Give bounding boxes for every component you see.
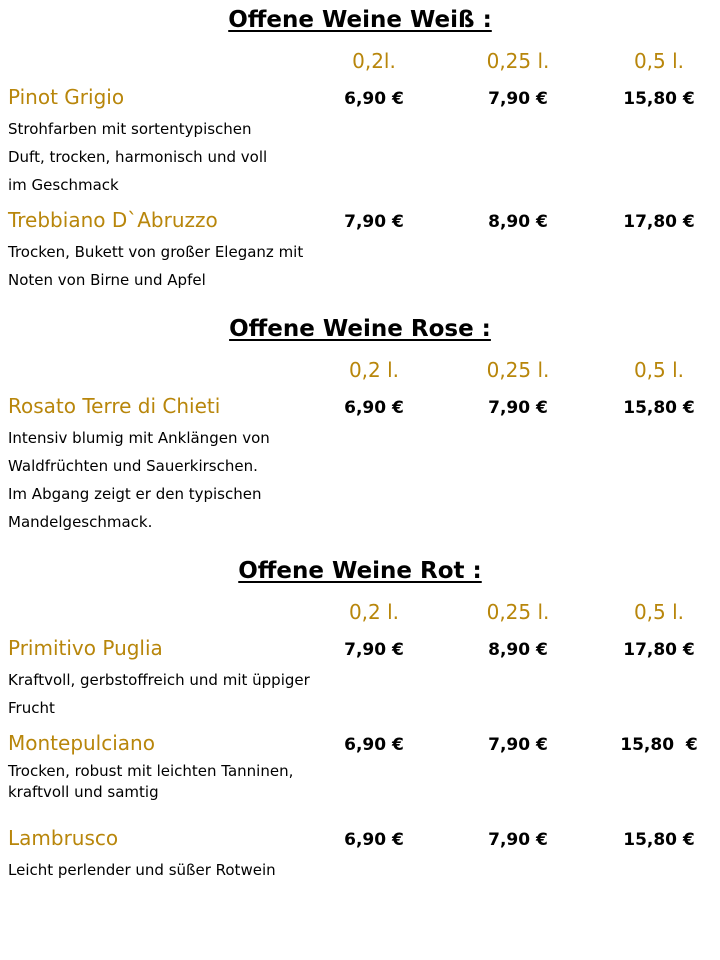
description-line: Intensiv blumig mit Anklängen von [8, 429, 270, 447]
size-header-02l: 0,2 l. [348, 600, 400, 624]
size-header-row [0, 599, 720, 626]
description-line: Duft, trocken, harmonisch und voll [8, 148, 268, 166]
wine-price-02l: 7,90 € [344, 212, 404, 232]
description-line: Im Abgang zeigt er den typischen [8, 485, 262, 503]
wine-price-05l: 17,80 € [623, 640, 695, 660]
description-line: Strohfarben mit sortentypischen [8, 120, 252, 138]
wine-description [0, 856, 720, 884]
size-header-05l: 0,5 l. [633, 49, 685, 73]
description-line: Frucht [8, 699, 55, 717]
wine-name: Pinot Grigio [8, 85, 125, 109]
section-rosewein [0, 314, 720, 536]
section-title [0, 556, 720, 586]
wine-price-025l: 7,90 € [488, 89, 548, 109]
wine-price-025l: 7,90 € [488, 735, 548, 755]
wine-row-lambrusco [0, 825, 720, 852]
wine-row-montepulciano [0, 730, 720, 757]
size-header-row [0, 357, 720, 384]
wine-price-02l: 6,90 € [344, 398, 404, 418]
wine-row-rosato [0, 393, 720, 420]
size-header-05l: 0,5 l. [633, 600, 685, 624]
wine-price-02l: 6,90 € [344, 830, 404, 850]
wine-price-05l: 15,80 € [623, 830, 695, 850]
wine-description [0, 238, 720, 294]
description-line: Kraftvoll, gerbstoffreich und mit üppiger [8, 671, 310, 689]
wine-name: Lambrusco [8, 826, 119, 850]
description-line: Mandelgeschmack. [8, 513, 153, 531]
section-title [0, 5, 720, 35]
wine-price-025l: 8,90 € [488, 212, 548, 232]
wine-name: Trebbiano D`Abruzzo [8, 208, 218, 232]
description-line: Trocken, robust mit leichten Tanninen, [8, 762, 294, 780]
wine-price-02l: 6,90 € [344, 89, 404, 109]
description-line: Trocken, Bukett von großer Eleganz mit [8, 243, 304, 261]
wine-price-05l: 15,80 € [623, 89, 695, 109]
description-line: Waldfrüchten und Sauerkirschen. [8, 457, 258, 475]
wine-price-02l: 7,90 € [344, 640, 404, 660]
size-header-025l: 0,25 l. [486, 600, 550, 624]
description-line: im Geschmack [8, 176, 119, 194]
wine-description [0, 761, 720, 803]
wine-description [0, 115, 720, 199]
section-title-text: Offene Weine Rot : [238, 558, 482, 584]
wine-price-02l: 6,90 € [344, 735, 404, 755]
wine-description [0, 666, 720, 722]
description-line: Leicht perlender und süßer Rotwein [8, 861, 276, 879]
section-title [0, 314, 720, 344]
wine-price-05l: 15,80 € [620, 735, 698, 755]
description-line: Noten von Birne und Apfel [8, 271, 206, 289]
section-title-text: Offene Weine Weiß : [228, 7, 492, 33]
wine-price-05l: 15,80 € [623, 398, 695, 418]
size-header-025l: 0,25 l. [486, 49, 550, 73]
wine-row-primitivo [0, 635, 720, 662]
description-line: kraftvoll und samtig [8, 783, 159, 801]
size-header-02l: 0,2l. [352, 49, 396, 73]
wine-price-05l: 17,80 € [623, 212, 695, 232]
wine-price-025l: 8,90 € [488, 640, 548, 660]
section-title-text: Offene Weine Rose : [229, 316, 491, 342]
wine-price-025l: 7,90 € [488, 830, 548, 850]
section-rotwein [0, 556, 720, 884]
size-header-02l: 0,2 l. [348, 358, 400, 382]
section-weisswein [0, 5, 720, 294]
wine-row-trebbiano [0, 207, 720, 234]
wine-row-pinot-grigio [0, 84, 720, 111]
wine-description [0, 424, 720, 536]
wine-name: Montepulciano [8, 731, 155, 755]
wine-name: Rosato Terre di Chieti [8, 394, 221, 418]
size-header-05l: 0,5 l. [633, 358, 685, 382]
size-header-025l: 0,25 l. [486, 358, 550, 382]
size-header-row [0, 48, 720, 75]
wine-name: Primitivo Puglia [8, 636, 163, 660]
wine-price-025l: 7,90 € [488, 398, 548, 418]
